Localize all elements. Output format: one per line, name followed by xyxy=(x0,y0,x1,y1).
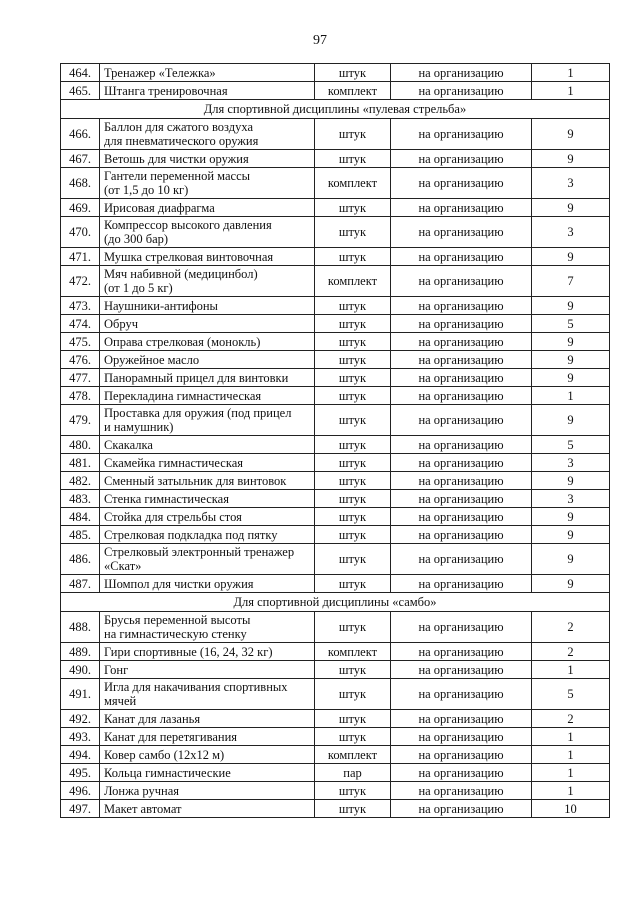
item-name xyxy=(100,710,315,728)
item-name xyxy=(100,643,315,661)
table-row xyxy=(61,679,610,710)
table-row xyxy=(61,490,610,508)
item-name xyxy=(100,119,315,150)
calculation-basis: на организацию xyxy=(391,526,532,544)
item-name-line: (от 1 до 5 кг) xyxy=(104,281,173,295)
item-number: 472. xyxy=(61,266,100,297)
item-name xyxy=(100,575,315,593)
calculation-basis: на организацию xyxy=(391,508,532,526)
quantity: 5 xyxy=(532,679,610,710)
quantity: 9 xyxy=(532,248,610,266)
quantity: 9 xyxy=(532,351,610,369)
quantity: 5 xyxy=(532,436,610,454)
unit-of-measure: штук xyxy=(315,526,391,544)
unit-of-measure: штук xyxy=(315,119,391,150)
item-name-line: (от 1,5 до 10 кг) xyxy=(104,183,189,197)
item-name-line: Стрелковая подкладка под пятку xyxy=(104,527,278,542)
calculation-basis: на организацию xyxy=(391,800,532,818)
item-number: 493. xyxy=(61,728,100,746)
item-number: 487. xyxy=(61,575,100,593)
calculation-basis: на организацию xyxy=(391,297,532,315)
table-row xyxy=(61,746,610,764)
table-row xyxy=(61,315,610,333)
item-number: 480. xyxy=(61,436,100,454)
section-title: Для спортивной дисциплины «пулевая стрельба» xyxy=(61,100,610,119)
unit-of-measure: штук xyxy=(315,248,391,266)
quantity: 10 xyxy=(532,800,610,818)
quantity: 3 xyxy=(532,217,610,248)
item-name xyxy=(100,266,315,297)
calculation-basis: на организацию xyxy=(391,199,532,217)
quantity: 2 xyxy=(532,643,610,661)
unit-of-measure: штук xyxy=(315,544,391,575)
section-header-row xyxy=(61,593,610,612)
item-name xyxy=(100,508,315,526)
item-name-line: Стрелковый электронный тренажер xyxy=(104,545,295,559)
calculation-basis: на организацию xyxy=(391,333,532,351)
table-row xyxy=(61,150,610,168)
item-number: 491. xyxy=(61,679,100,710)
calculation-basis: на организацию xyxy=(391,661,532,679)
item-name-line: Оправа стрелковая (монокль) xyxy=(104,334,261,349)
table-row xyxy=(61,800,610,818)
unit-of-measure: комплект xyxy=(315,746,391,764)
quantity: 7 xyxy=(532,266,610,297)
item-name-line: Шомпол для чистки оружия xyxy=(104,576,254,591)
calculation-basis: на организацию xyxy=(391,64,532,82)
calculation-basis: на организацию xyxy=(391,764,532,782)
unit-of-measure: штук xyxy=(315,454,391,472)
item-name-line: Наушники-антифоны xyxy=(104,298,218,313)
calculation-basis: на организацию xyxy=(391,150,532,168)
unit-of-measure: штук xyxy=(315,351,391,369)
item-name xyxy=(100,679,315,710)
unit-of-measure: штук xyxy=(315,800,391,818)
calculation-basis: на организацию xyxy=(391,728,532,746)
table-row xyxy=(61,526,610,544)
item-name xyxy=(100,405,315,436)
unit-of-measure: штук xyxy=(315,661,391,679)
item-name xyxy=(100,800,315,818)
item-number: 465. xyxy=(61,82,100,100)
calculation-basis: на организацию xyxy=(391,436,532,454)
quantity: 3 xyxy=(532,168,610,199)
item-number: 497. xyxy=(61,800,100,818)
unit-of-measure: штук xyxy=(315,782,391,800)
table-row xyxy=(61,119,610,150)
item-name-line: (до 300 бар) xyxy=(104,232,169,246)
calculation-basis: на организацию xyxy=(391,575,532,593)
item-number: 479. xyxy=(61,405,100,436)
item-name-line: Оружейное масло xyxy=(104,352,200,367)
calculation-basis: на организацию xyxy=(391,248,532,266)
item-name-line: Гонг xyxy=(104,662,129,677)
item-number: 489. xyxy=(61,643,100,661)
calculation-basis: на организацию xyxy=(391,168,532,199)
item-number: 495. xyxy=(61,764,100,782)
item-number: 494. xyxy=(61,746,100,764)
table-row xyxy=(61,612,610,643)
unit-of-measure: штук xyxy=(315,612,391,643)
quantity: 9 xyxy=(532,199,610,217)
item-name-line: Мушка стрелковая винтовочная xyxy=(104,249,274,264)
item-number: 496. xyxy=(61,782,100,800)
table-row xyxy=(61,472,610,490)
quantity: 9 xyxy=(532,405,610,436)
item-name xyxy=(100,387,315,405)
quantity: 9 xyxy=(532,119,610,150)
unit-of-measure: штук xyxy=(315,315,391,333)
unit-of-measure: штук xyxy=(315,387,391,405)
table-row xyxy=(61,217,610,248)
quantity: 9 xyxy=(532,472,610,490)
item-number: 475. xyxy=(61,333,100,351)
quantity: 9 xyxy=(532,544,610,575)
item-name-line: Кольца гимнастические xyxy=(104,765,231,780)
item-number: 466. xyxy=(61,119,100,150)
table-row xyxy=(61,710,610,728)
item-name-line: Гантели переменной массы xyxy=(104,169,251,183)
item-name-line: Макет автомат xyxy=(104,801,182,816)
item-name-line: Лонжа ручная xyxy=(104,783,180,798)
quantity: 9 xyxy=(532,575,610,593)
calculation-basis: на организацию xyxy=(391,490,532,508)
section-title: Для спортивной дисциплины «самбо» xyxy=(61,593,610,612)
calculation-basis: на организацию xyxy=(391,369,532,387)
table-row xyxy=(61,297,610,315)
unit-of-measure: штук xyxy=(315,490,391,508)
quantity: 2 xyxy=(532,612,610,643)
item-name xyxy=(100,612,315,643)
quantity: 9 xyxy=(532,508,610,526)
table-row xyxy=(61,369,610,387)
item-number: 467. xyxy=(61,150,100,168)
unit-of-measure: комплект xyxy=(315,266,391,297)
calculation-basis: на организацию xyxy=(391,454,532,472)
item-name xyxy=(100,764,315,782)
unit-of-measure: комплект xyxy=(315,82,391,100)
quantity: 1 xyxy=(532,82,610,100)
item-name-line: Канат для лазанья xyxy=(104,711,201,726)
equipment-table-body xyxy=(61,64,610,818)
item-name xyxy=(100,248,315,266)
item-name xyxy=(100,782,315,800)
calculation-basis: на организацию xyxy=(391,472,532,490)
unit-of-measure: штук xyxy=(315,679,391,710)
quantity: 9 xyxy=(532,150,610,168)
quantity: 3 xyxy=(532,490,610,508)
item-name-line: «Скат» xyxy=(104,559,142,573)
quantity: 1 xyxy=(532,764,610,782)
item-name-line: Проставка для оружия (под прицел xyxy=(104,406,292,420)
item-number: 492. xyxy=(61,710,100,728)
item-name-line: Стенка гимнастическая xyxy=(104,491,229,506)
item-name xyxy=(100,526,315,544)
item-name xyxy=(100,490,315,508)
calculation-basis: на организацию xyxy=(391,746,532,764)
item-name-line: Ветошь для чистки оружия xyxy=(104,151,249,166)
table-row xyxy=(61,405,610,436)
calculation-basis: на организацию xyxy=(391,612,532,643)
unit-of-measure: комплект xyxy=(315,168,391,199)
item-name-line: Перекладина гимнастическая xyxy=(104,388,262,403)
quantity: 1 xyxy=(532,782,610,800)
calculation-basis: на организацию xyxy=(391,643,532,661)
unit-of-measure: штук xyxy=(315,64,391,82)
item-name xyxy=(100,369,315,387)
item-name-line: Брусья переменной высоты xyxy=(104,613,251,627)
table-row xyxy=(61,199,610,217)
unit-of-measure: штук xyxy=(315,728,391,746)
item-name-line: Панорамный прицел для винтовки xyxy=(104,370,289,385)
unit-of-measure: штук xyxy=(315,472,391,490)
equipment-table xyxy=(60,63,610,818)
item-number: 464. xyxy=(61,64,100,82)
quantity: 1 xyxy=(532,387,610,405)
table-row xyxy=(61,168,610,199)
item-number: 474. xyxy=(61,315,100,333)
item-number: 485. xyxy=(61,526,100,544)
quantity: 9 xyxy=(532,526,610,544)
quantity: 1 xyxy=(532,64,610,82)
calculation-basis: на организацию xyxy=(391,782,532,800)
unit-of-measure: штук xyxy=(315,405,391,436)
item-name xyxy=(100,82,315,100)
item-name xyxy=(100,661,315,679)
calculation-basis: на организацию xyxy=(391,351,532,369)
item-name xyxy=(100,333,315,351)
item-number: 488. xyxy=(61,612,100,643)
item-name xyxy=(100,544,315,575)
quantity: 3 xyxy=(532,454,610,472)
item-name-line: Баллон для сжатого воздуха xyxy=(104,120,254,134)
table-row xyxy=(61,764,610,782)
item-name xyxy=(100,351,315,369)
unit-of-measure: штук xyxy=(315,199,391,217)
item-name-line: Тренажер «Тележка» xyxy=(104,65,216,80)
unit-of-measure: штук xyxy=(315,710,391,728)
item-number: 473. xyxy=(61,297,100,315)
item-name xyxy=(100,168,315,199)
item-name-line: для пневматического оружия xyxy=(104,134,259,148)
table-row xyxy=(61,436,610,454)
table-row xyxy=(61,728,610,746)
calculation-basis: на организацию xyxy=(391,710,532,728)
calculation-basis: на организацию xyxy=(391,315,532,333)
item-name-line: Скакалка xyxy=(104,437,153,452)
item-name-line: Скамейка гимнастическая xyxy=(104,455,244,470)
unit-of-measure: штук xyxy=(315,217,391,248)
table-row xyxy=(61,454,610,472)
table-row xyxy=(61,64,610,82)
item-number: 481. xyxy=(61,454,100,472)
item-name xyxy=(100,746,315,764)
quantity: 9 xyxy=(532,297,610,315)
item-name-line: Стойка для стрельбы стоя xyxy=(104,509,242,524)
calculation-basis: на организацию xyxy=(391,266,532,297)
table-row xyxy=(61,248,610,266)
table-row xyxy=(61,782,610,800)
quantity: 1 xyxy=(532,661,610,679)
calculation-basis: на организацию xyxy=(391,82,532,100)
item-name-line: Игла для накачивания спортивных xyxy=(104,680,288,694)
calculation-basis: на организацию xyxy=(391,119,532,150)
unit-of-measure: штук xyxy=(315,297,391,315)
item-name xyxy=(100,436,315,454)
quantity: 1 xyxy=(532,728,610,746)
table-row xyxy=(61,333,610,351)
item-name xyxy=(100,199,315,217)
table-row xyxy=(61,575,610,593)
item-number: 486. xyxy=(61,544,100,575)
item-name-line: на гимнастическую стенку xyxy=(104,627,247,641)
item-number: 490. xyxy=(61,661,100,679)
calculation-basis: на организацию xyxy=(391,387,532,405)
item-name-line: Обруч xyxy=(104,316,139,331)
table-row xyxy=(61,643,610,661)
unit-of-measure: штук xyxy=(315,150,391,168)
item-number: 482. xyxy=(61,472,100,490)
item-name xyxy=(100,217,315,248)
quantity: 2 xyxy=(532,710,610,728)
item-number: 468. xyxy=(61,168,100,199)
item-number: 471. xyxy=(61,248,100,266)
item-name xyxy=(100,454,315,472)
table-row xyxy=(61,508,610,526)
item-number: 478. xyxy=(61,387,100,405)
item-number: 469. xyxy=(61,199,100,217)
unit-of-measure: штук xyxy=(315,436,391,454)
item-name-line: Ирисовая диафрагма xyxy=(104,200,215,215)
page-number: 97 xyxy=(313,33,327,48)
table-row xyxy=(61,544,610,575)
quantity: 9 xyxy=(532,333,610,351)
item-name xyxy=(100,472,315,490)
unit-of-measure: штук xyxy=(315,369,391,387)
calculation-basis: на организацию xyxy=(391,679,532,710)
item-name xyxy=(100,64,315,82)
calculation-basis: на организацию xyxy=(391,217,532,248)
item-name xyxy=(100,728,315,746)
item-number: 483. xyxy=(61,490,100,508)
unit-of-measure: штук xyxy=(315,508,391,526)
unit-of-measure: штук xyxy=(315,575,391,593)
table-row xyxy=(61,661,610,679)
quantity: 5 xyxy=(532,315,610,333)
unit-of-measure: комплект xyxy=(315,643,391,661)
quantity: 1 xyxy=(532,746,610,764)
item-name-line: Штанга тренировочная xyxy=(104,83,228,98)
item-number: 476. xyxy=(61,351,100,369)
item-name xyxy=(100,150,315,168)
item-name-line: Гири спортивные (16, 24, 32 кг) xyxy=(104,644,273,659)
item-name-line: мячей xyxy=(104,694,137,708)
item-name-line: Компрессор высокого давления xyxy=(104,218,272,232)
item-name-line: и намушник) xyxy=(104,420,174,434)
item-name xyxy=(100,297,315,315)
table-row xyxy=(61,351,610,369)
item-number: 470. xyxy=(61,217,100,248)
section-header-row xyxy=(61,100,610,119)
item-name-line: Канат для перетягивания xyxy=(104,729,238,744)
calculation-basis: на организацию xyxy=(391,544,532,575)
item-number: 484. xyxy=(61,508,100,526)
table-row xyxy=(61,387,610,405)
item-name xyxy=(100,315,315,333)
unit-of-measure: пар xyxy=(315,764,391,782)
table-row xyxy=(61,266,610,297)
quantity: 9 xyxy=(532,369,610,387)
unit-of-measure: штук xyxy=(315,333,391,351)
item-name-line: Ковер самбо (12х12 м) xyxy=(104,747,225,762)
item-name-line: Сменный затыльник для винтовок xyxy=(104,473,287,488)
item-name-line: Мяч набивной (медицинбол) xyxy=(104,267,258,281)
calculation-basis: на организацию xyxy=(391,405,532,436)
item-number: 477. xyxy=(61,369,100,387)
table-row xyxy=(61,82,610,100)
